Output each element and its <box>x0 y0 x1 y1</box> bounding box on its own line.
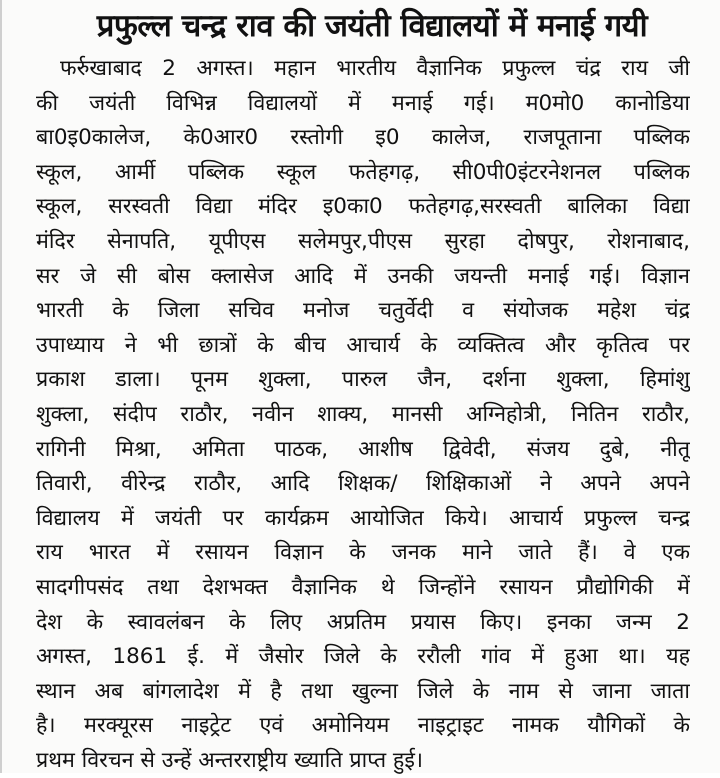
article-body <box>36 52 690 778</box>
article-line: प्रथम विरचन से उन्हें अन्तरराष्ट्रीय ख्याति प्राप्त हुई। <box>36 747 424 773</box>
article-line: मंदिर सेनापति, यूपीएस सलेमपुर,पीएस सुरहा दोषपुर, रोशनाबाद, <box>36 228 690 254</box>
article-line: की जयंती विभिन्न विद्यालयों में मनाई गई। म0मो0 कानोडिया <box>36 90 690 116</box>
article-line: रागिनी मिश्रा, अमिता पाठक, आशीष द्विवेदी, संजय दुबे, नीतू <box>36 436 690 462</box>
headline: प्रफुल्ल चन्द्र राव की जयंती विद्यालयों में मनाई गयी <box>96 8 648 44</box>
article-line: बा0इ0कालेज, के0आर0 रस्तोगी इ0 कालेज, राजपूताना पब्लिक <box>36 125 690 151</box>
article-line: भारती के जिला सचिव मनोज चतुर्वेदी व संयोजक महेश चंद्र <box>36 298 690 324</box>
article-line: विद्यालय में जयंती पर कार्यक्रम आयोजित किये। आचार्य प्रफुल्ल चन्द्र <box>36 505 690 531</box>
article-line: स्थान अब बांगलादेश में है तथा खुल्ना जिले के नाम से जाना जाता <box>36 678 690 704</box>
article-line: है। मरक्यूरस नाइट्रेट एवं अमोनियम नाइट्राइट नामक यौगिकों के <box>36 713 690 739</box>
article-line: स्कूल, सरस्वती विद्या मंदिर इ0का0 फतेहगढ़,सरस्वती बालिका विद्या <box>36 194 690 220</box>
article-line: उपाध्याय ने भी छात्रों के बीच आचार्य के व्यक्तित्व और कृतित्व पर <box>36 332 690 358</box>
article-line: देश के स्वावलंबन के लिए अप्रतिम प्रयास किए। इनका जन्म 2 <box>36 609 690 635</box>
article-line: राय भारत में रसायन विज्ञान के जनक माने जाते हैं। वे एक <box>36 540 690 566</box>
article-line: स्कूल, आर्मी पब्लिक स्कूल फतेहगढ़, सी0पी0इंटरनेशनल पब्लिक <box>36 159 690 185</box>
article-line: प्रकाश डाला। पूनम शुक्ला, पारुल जैन, दर्शना शुक्ला, हिमांशु <box>36 367 690 393</box>
article-line: शुक्ला, संदीप राठौर, नवीन शाक्य, मानसी अग्निहोत्री, नितिन राठौर, <box>36 401 690 427</box>
article-line: सर जे सी बोस क्लासेज आदि में उनकी जयन्ती मनाई गई। विज्ञान <box>36 263 690 289</box>
article-line: फर्रुखाबाद 2 अगस्त। महान भारतीय वैज्ञानिक प्रफुल्ल चंद्र राय जी <box>60 56 690 81</box>
article-line: सादगीपसंद तथा देशभक्त वैज्ञानिक थे जिन्होंने रसायन प्रौद्योगिकी में <box>36 574 690 600</box>
article-line: अगस्त, 1861 ई. में जैसोर जिले के ररौली गांव में हुआ था। यह <box>36 644 690 670</box>
article-line: तिवारी, वीरेन्द्र राठौर, आदि शिक्षक/ शिक्षिकाओं ने अपने अपने <box>36 471 690 497</box>
